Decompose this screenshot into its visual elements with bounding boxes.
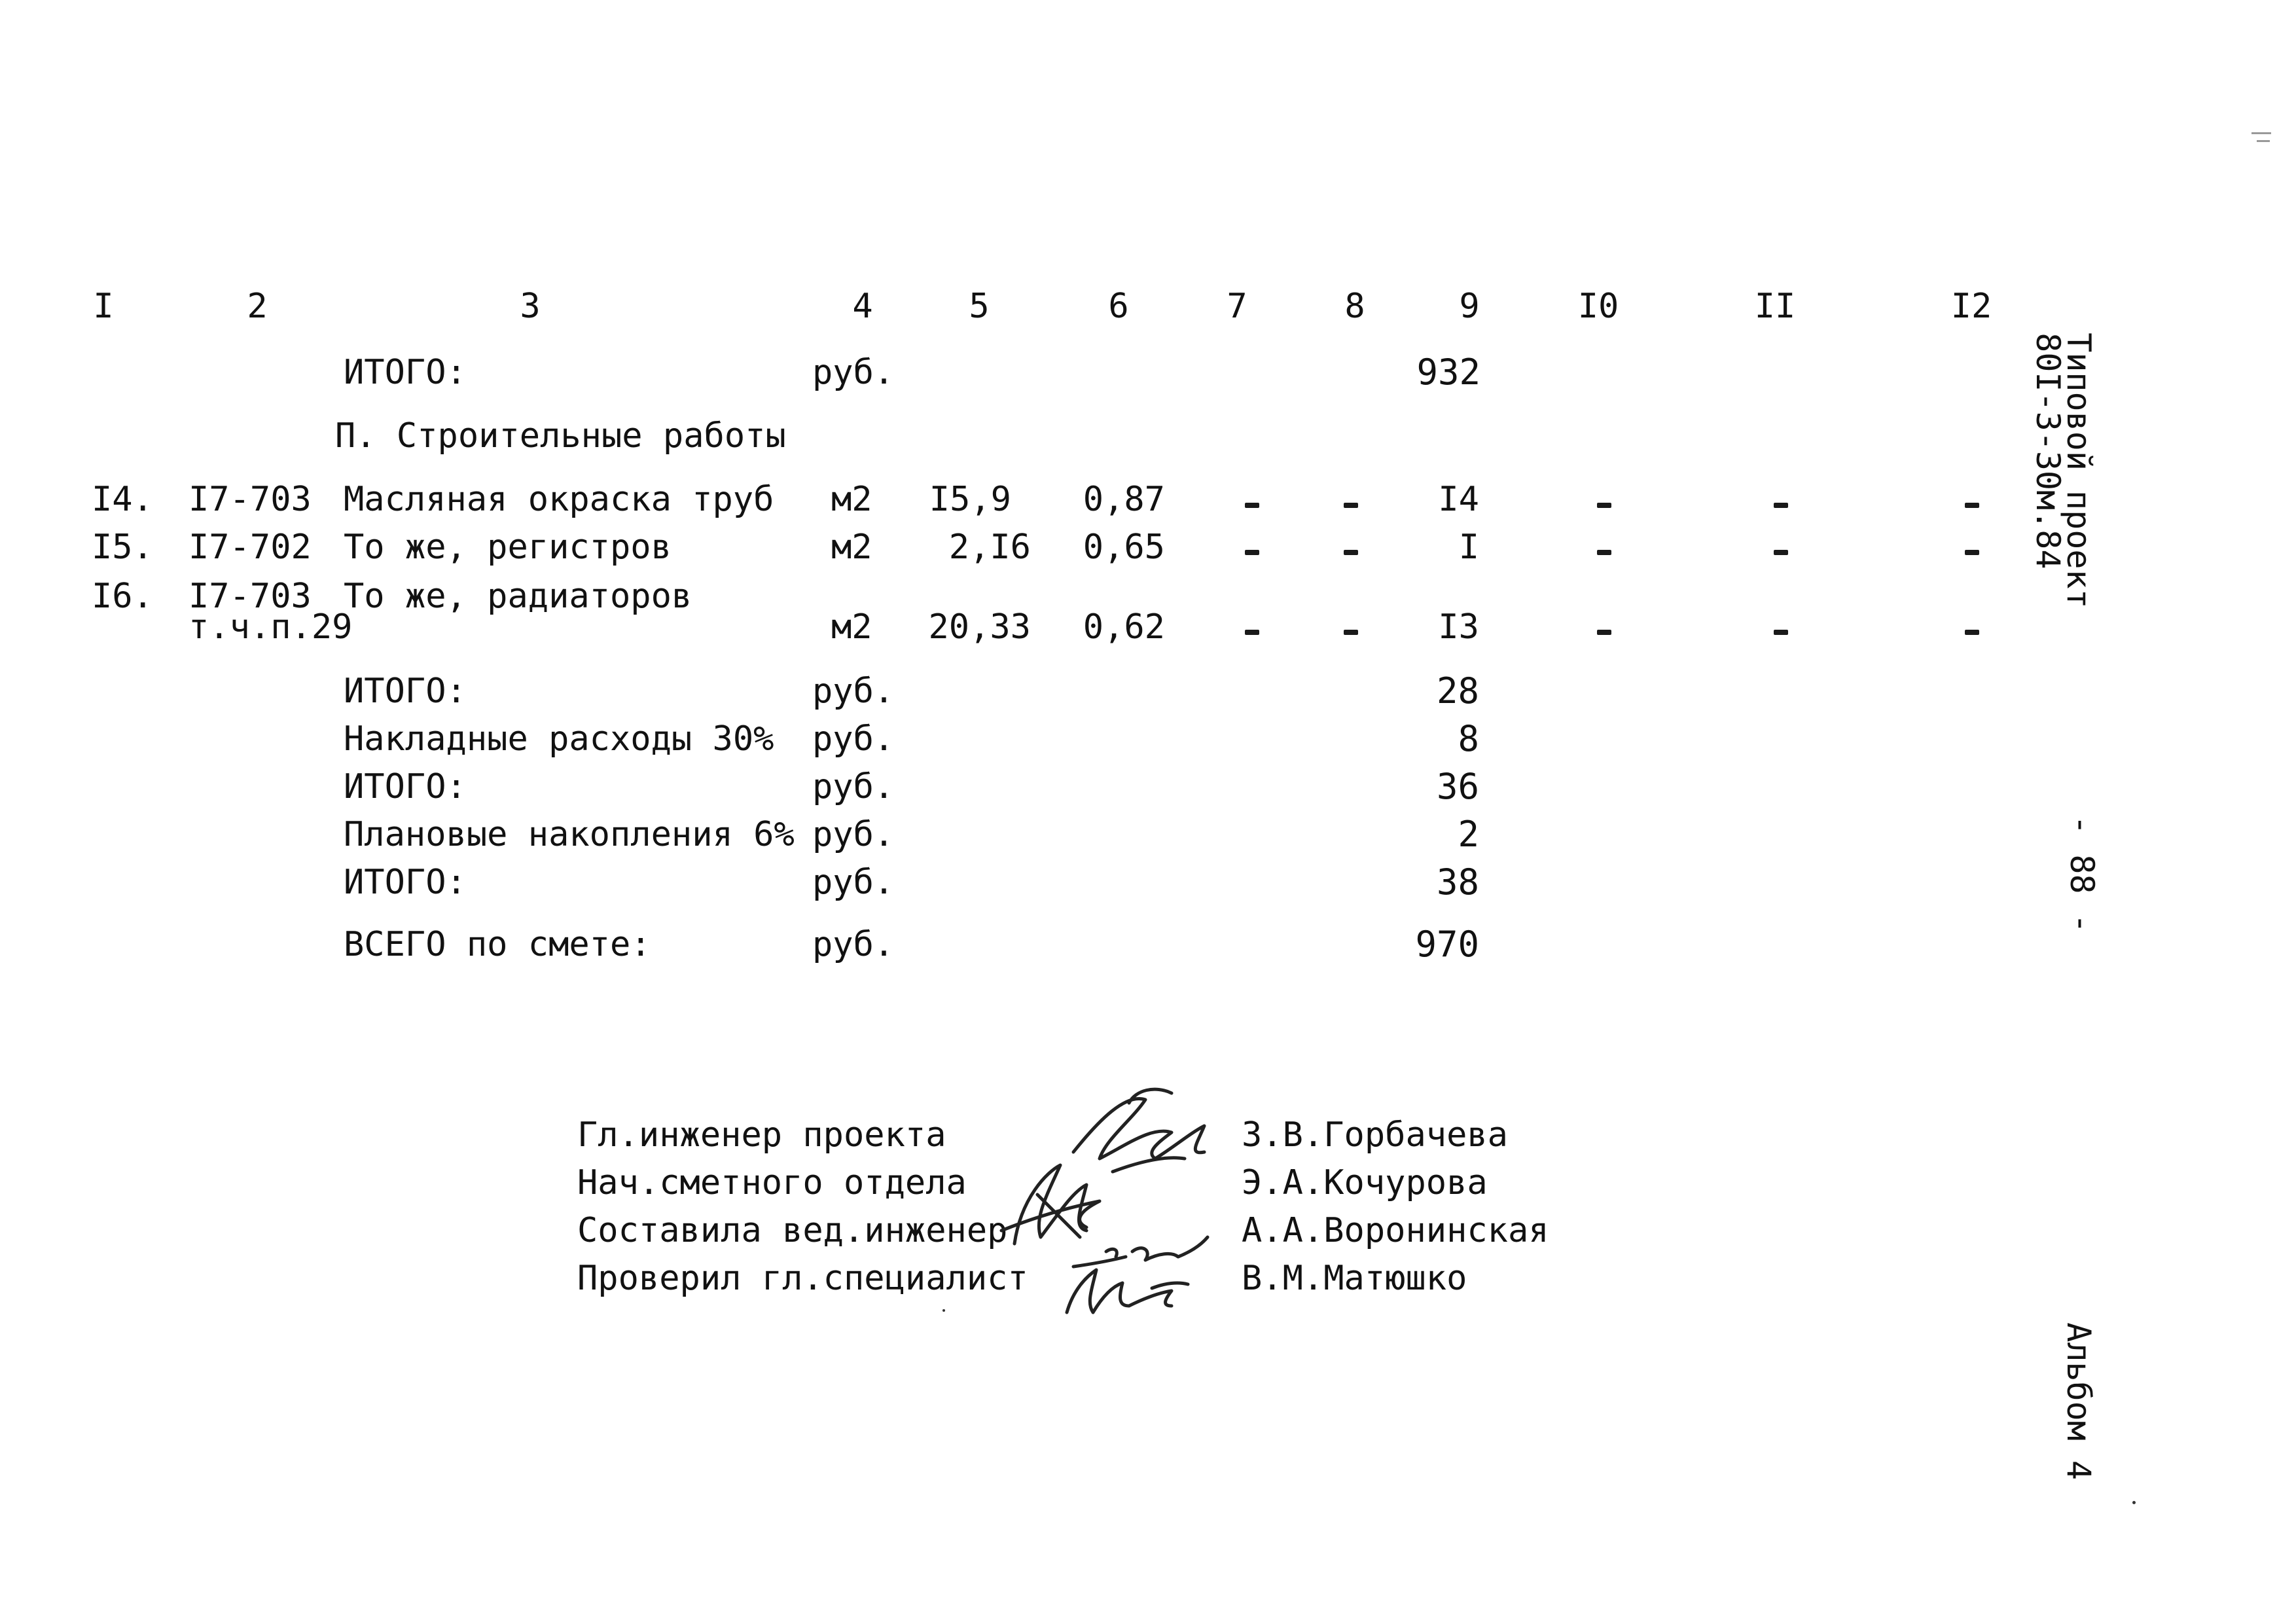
row-dash-11 — [1774, 550, 1788, 555]
row-number: I5. — [92, 528, 153, 567]
row-code: I7-702 — [188, 528, 312, 567]
signature-role: Гл.инженер проекта — [577, 1115, 946, 1155]
row-price: 0,62 — [1083, 607, 1165, 647]
section-heading: П. Строительные работы — [335, 416, 786, 456]
row-unit: м2 — [831, 480, 872, 519]
total-value: 8 — [1458, 718, 1479, 759]
row-cost: I — [1458, 528, 1479, 567]
total-label: ИТОГО: — [344, 767, 467, 806]
row-dash-7 — [1245, 550, 1259, 555]
row-dash-7 — [1245, 503, 1259, 508]
project-code: 80I-3-30м.84 — [2029, 333, 2068, 569]
page-number: - 88 - — [2063, 815, 2102, 933]
total-unit: руб. — [812, 353, 895, 392]
total-label: ИТОГО: — [344, 353, 467, 392]
row-dash-12 — [1965, 503, 1979, 508]
row-unit: м2 — [831, 607, 872, 647]
row-unit: м2 — [831, 528, 872, 567]
row-cost: I3 — [1438, 607, 1479, 647]
signature-name: В.М.Матюшко — [1242, 1259, 1467, 1298]
row-dash-10 — [1597, 550, 1611, 555]
grand-total-label: ВСЕГО по смете: — [344, 925, 651, 964]
total-value: 932 — [1416, 352, 1480, 393]
album-label: Альбом 4 — [2060, 1322, 2098, 1481]
total-unit: руб. — [812, 863, 895, 902]
signature-role: Нач.сметного отдела — [577, 1163, 967, 1202]
scan-speck — [2132, 1501, 2136, 1504]
total-value: 38 — [1436, 861, 1479, 903]
total-value: 36 — [1436, 766, 1479, 807]
row-dash-12 — [1965, 630, 1979, 635]
row-code: I7-703 — [188, 577, 312, 616]
row-qty: 2,I6 — [948, 528, 1031, 567]
row-name: То же, радиаторов — [344, 577, 692, 616]
margin-project-code — [2031, 293, 2100, 569]
row-number: I4. — [92, 480, 153, 519]
row-dash-11 — [1774, 630, 1788, 635]
scan-speck — [942, 1309, 945, 1312]
scan-mark — [2251, 132, 2271, 134]
handwritten-signatures — [975, 1080, 1250, 1322]
column-number-12: I2 — [1950, 287, 1992, 326]
row-dash-7 — [1245, 630, 1259, 635]
row-price: 0,87 — [1083, 480, 1165, 519]
column-number-2: 2 — [247, 287, 268, 326]
signature-name: З.В.Горбачева — [1242, 1115, 1508, 1155]
column-number-8: 8 — [1344, 287, 1365, 326]
row-dash-10 — [1597, 630, 1611, 635]
column-number-6: 6 — [1108, 287, 1129, 326]
column-number-4: 4 — [852, 287, 873, 326]
total-unit: руб. — [812, 815, 895, 854]
row-code-note: т.ч.п.29 — [188, 607, 353, 647]
grand-total-value: 970 — [1415, 924, 1479, 965]
row-dash-8 — [1344, 503, 1358, 508]
signature-role: Составила вед.инженер — [577, 1211, 1008, 1250]
row-dash-11 — [1774, 503, 1788, 508]
row-price: 0,65 — [1083, 528, 1165, 567]
project-title: Типовой проект — [2060, 333, 2098, 609]
row-qty: 20,33 — [928, 607, 1031, 647]
margin-page-number — [2065, 776, 2134, 933]
row-code: I7-703 — [188, 480, 312, 519]
column-number-11: II — [1754, 287, 1796, 326]
column-number-10: I0 — [1577, 287, 1619, 326]
total-unit: руб. — [812, 719, 895, 759]
row-name: Масляная окраска труб — [344, 480, 774, 519]
column-number-7: 7 — [1227, 287, 1247, 326]
column-number-3: 3 — [520, 287, 541, 326]
total-label: Накладные расходы 30% — [344, 719, 774, 759]
column-number-1: I — [93, 287, 114, 326]
scan-mark — [2257, 140, 2270, 142]
total-label: ИТОГО: — [344, 672, 467, 711]
column-number-9: 9 — [1459, 287, 1480, 326]
row-cost: I4 — [1438, 480, 1479, 519]
row-number: I6. — [92, 577, 153, 616]
row-dash-10 — [1597, 503, 1611, 508]
column-number-5: 5 — [969, 287, 990, 326]
grand-total-unit: руб. — [812, 925, 895, 964]
signature-role: Проверил гл.специалист — [577, 1259, 1028, 1298]
total-label: Плановые накопления 6% — [344, 815, 795, 854]
row-name: То же, регистров — [344, 528, 672, 567]
row-dash-8 — [1344, 550, 1358, 555]
total-value: 28 — [1436, 670, 1479, 712]
signature-name: Э.А.Кочурова — [1242, 1163, 1488, 1202]
row-qty: I5,9 — [929, 480, 1011, 519]
row-dash-8 — [1344, 630, 1358, 635]
total-unit: руб. — [812, 767, 895, 806]
total-label: ИТОГО: — [344, 863, 467, 902]
margin-album — [2062, 1283, 2130, 1480]
row-dash-12 — [1965, 550, 1979, 555]
signature-name: А.А.Воронинская — [1242, 1211, 1549, 1250]
total-unit: руб. — [812, 672, 895, 711]
total-value: 2 — [1458, 814, 1479, 855]
